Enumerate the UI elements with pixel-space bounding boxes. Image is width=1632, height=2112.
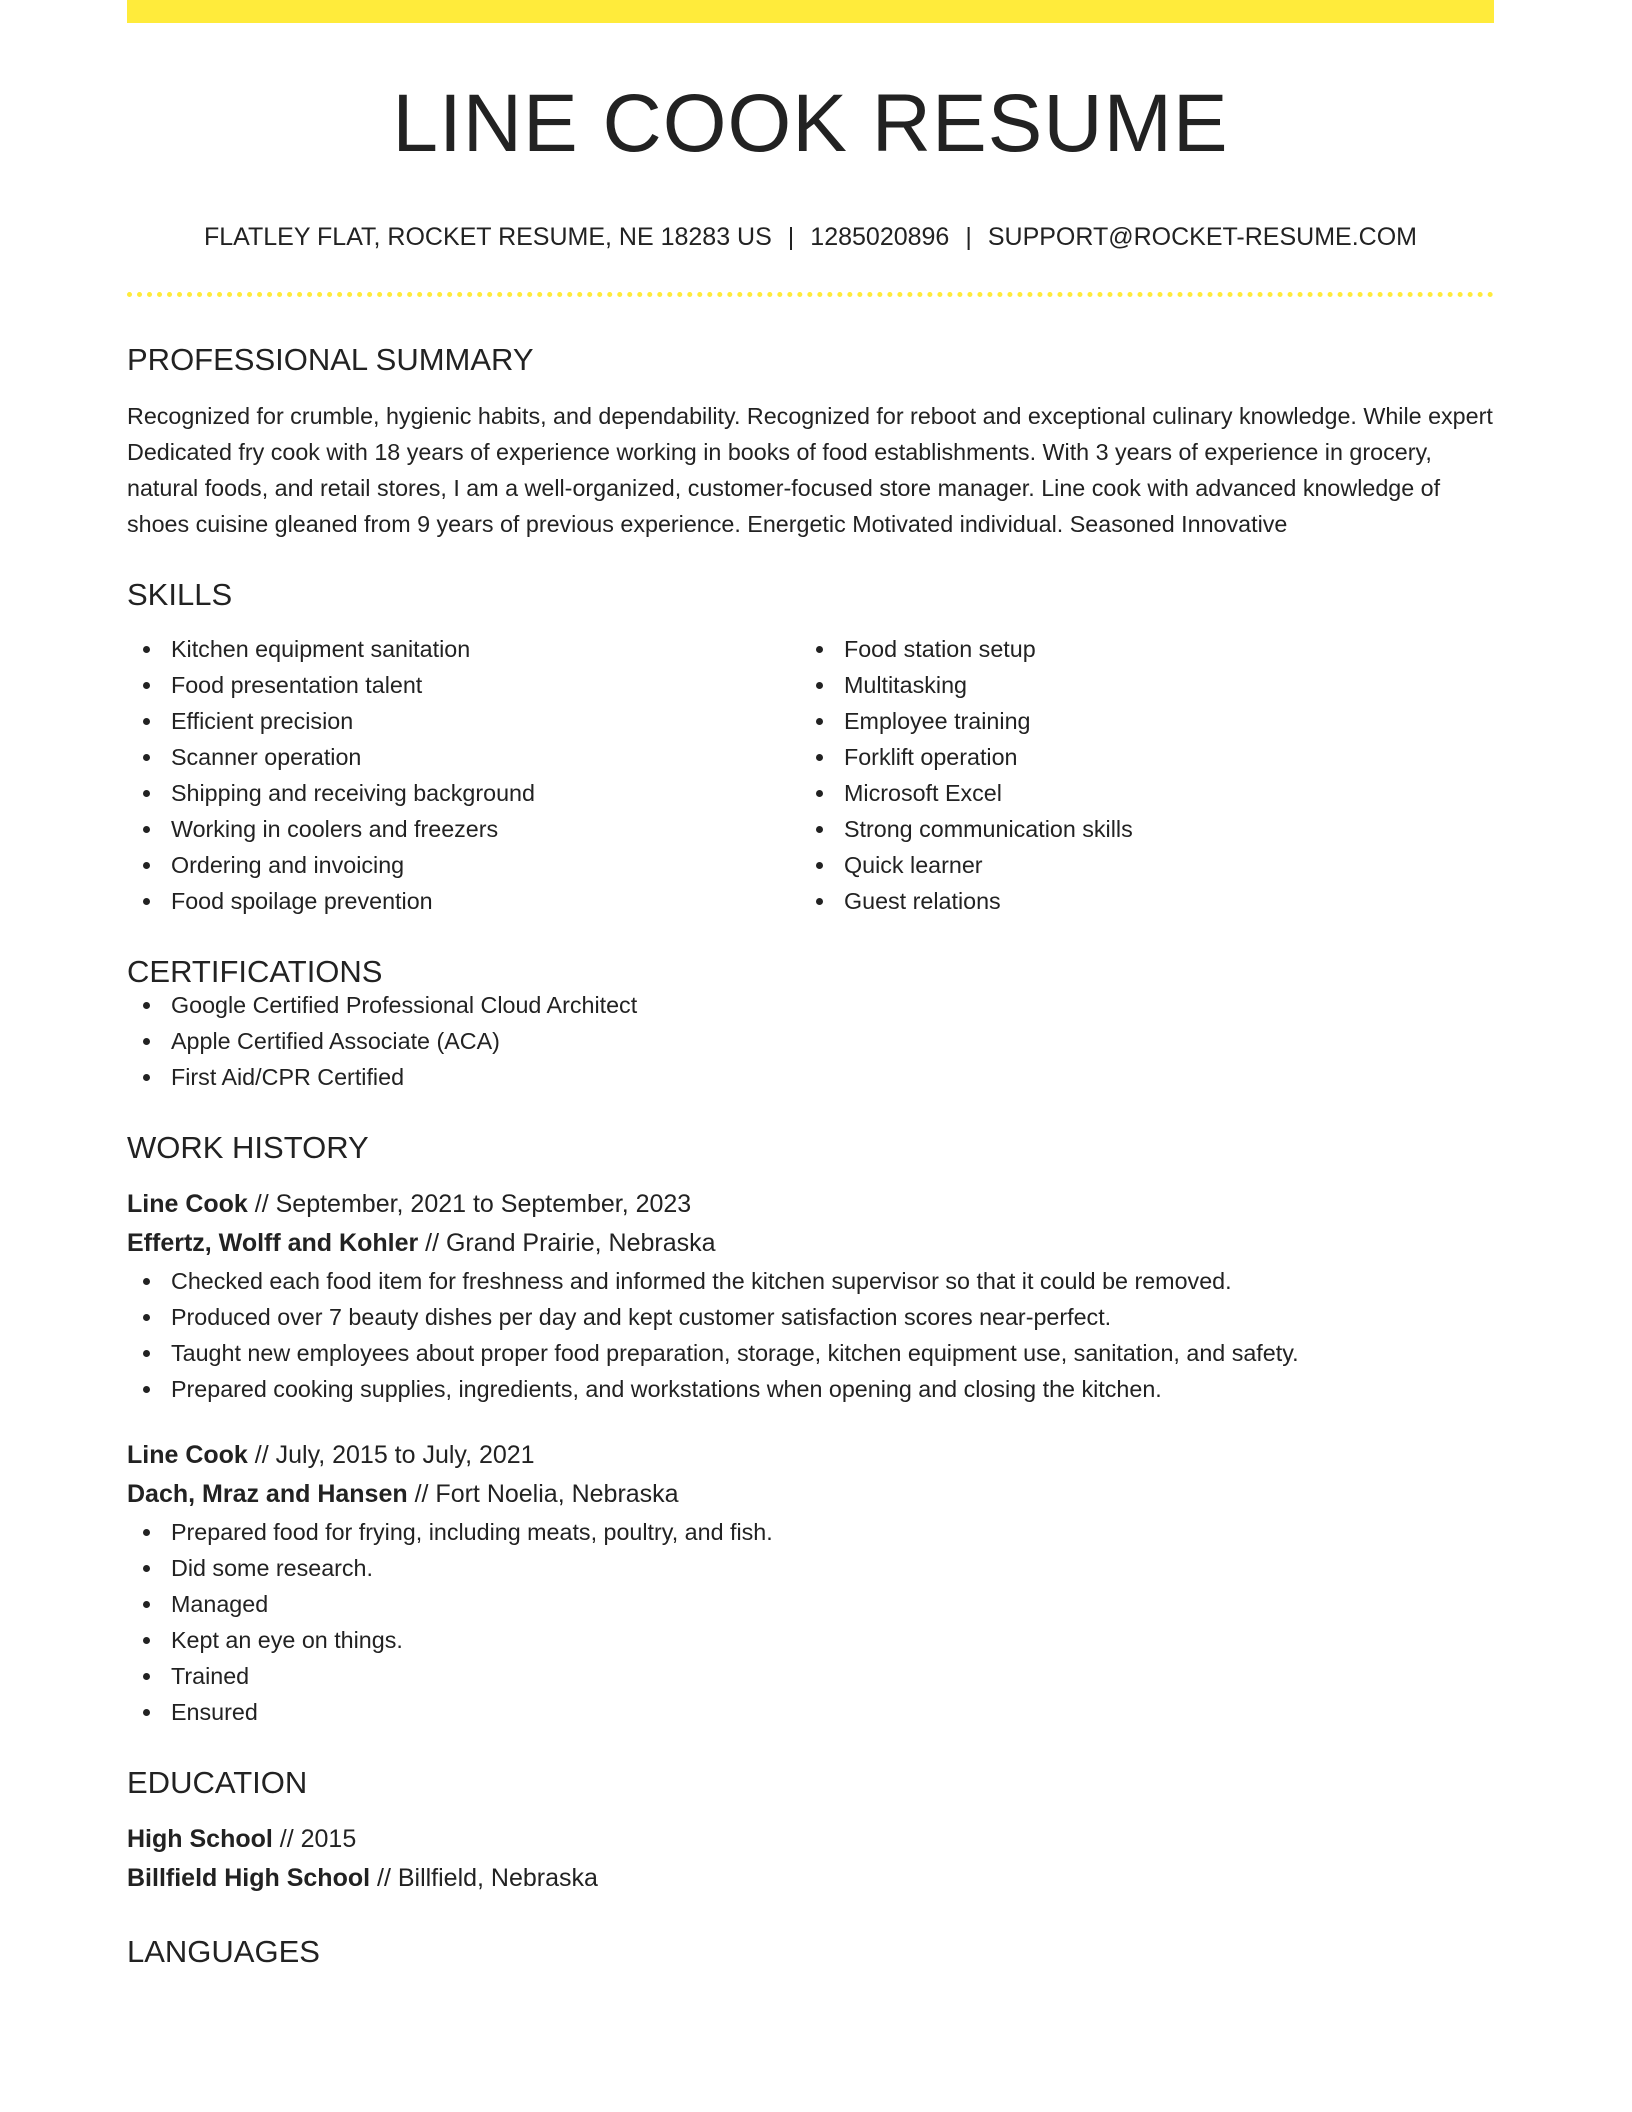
contact-separator: |: [787, 223, 795, 251]
job-duties-list: [127, 1514, 1494, 1730]
job-duty-text: Taught new employees about proper food preparation, storage, kitchen equipment use, sanitation, and safety.: [171, 1340, 1299, 1366]
skill-label: Ordering and invoicing: [171, 852, 405, 878]
bullet-icon: [143, 682, 150, 689]
bullet-icon: [143, 826, 150, 833]
skill-label: Food station setup: [844, 636, 1036, 662]
bullet-icon: [143, 1002, 150, 1009]
skill-label: Working in coolers and freezers: [171, 816, 499, 842]
skill-item: [127, 667, 800, 703]
job-role: Line Cook: [127, 1441, 248, 1469]
job-duty-text: Prepared food for frying, including meats, poultry, and fish.: [171, 1519, 773, 1545]
top-accent-bar: [127, 0, 1494, 23]
job-company: Dach, Mraz and Hansen: [127, 1480, 408, 1508]
skill-label: Guest relations: [844, 888, 1001, 914]
job-duty-text: Managed: [171, 1591, 269, 1617]
job-duty-item: [127, 1263, 1494, 1299]
bullet-icon: [816, 718, 823, 725]
bullet-icon: [816, 646, 823, 653]
resume-page: [127, 0, 1494, 1967]
skill-label: Scanner operation: [171, 744, 362, 770]
bullet-icon: [816, 682, 823, 689]
skill-item: [127, 847, 800, 883]
bullet-icon: [816, 898, 823, 905]
skills-list-left: [127, 631, 800, 919]
skill-label: Strong communication skills: [844, 816, 1133, 842]
job-duty-item: [127, 1514, 1494, 1550]
education-location: // Billfield, Nebraska: [370, 1864, 598, 1892]
skill-item: [800, 883, 1473, 919]
bullet-icon: [143, 718, 150, 725]
education-school-line: [127, 1859, 1494, 1898]
job-duty-item: [127, 1335, 1494, 1371]
contact-separator: |: [965, 223, 972, 251]
languages-heading: LANGUAGES: [127, 1934, 320, 1969]
bullet-icon: [143, 1529, 150, 1536]
contact-email: SUPPORT@ROCKET-RESUME.COM: [987, 223, 1417, 251]
job-dates: // July, 2015 to July, 2021: [247, 1441, 535, 1469]
job-duty-text: Prepared cooking supplies, ingredients, and workstations when opening and closing the kitchen.: [171, 1376, 1162, 1402]
summary-heading: PROFESSIONAL SUMMARY: [127, 342, 534, 377]
bullet-icon: [143, 1038, 150, 1045]
bullet-icon: [816, 754, 823, 761]
bullet-icon: [143, 1386, 150, 1393]
skill-label: Forklift operation: [844, 744, 1018, 770]
skill-label: Employee training: [844, 708, 1031, 734]
skill-item: [800, 703, 1473, 739]
skill-item: [800, 811, 1473, 847]
certification-label: First Aid/CPR Certified: [171, 1064, 405, 1090]
education-degree-line: [127, 1820, 1494, 1859]
certification-label: Apple Certified Associate (ACA): [171, 1028, 500, 1054]
bullet-icon: [143, 790, 150, 797]
skill-label: Shipping and receiving background: [171, 780, 535, 806]
summary-text: Recognized for crumble, hygienic habits, and dependability. Recognized for reboot and exceptional culinary knowledge. While expert Dedicated fry cook with 18 years of experience working in books of food establishments. With 3 years of experience in grocery, natural foods, and retail stores, I am a well-organized, customer-focused store manager. Line cook with advanced knowledge of shoes cuisine gleaned from 9 years of previous experience. Energetic Motivated individual. Seasoned Innovative: [127, 403, 1493, 537]
bullet-icon: [143, 1314, 150, 1321]
job-duty-item: [127, 1658, 1494, 1694]
skills-column-right: [800, 631, 1473, 919]
skills-list-right: [800, 631, 1473, 919]
job-duties-list: [127, 1263, 1494, 1407]
job-company: Effertz, Wolff and Kohler: [127, 1229, 419, 1257]
bullet-icon: [143, 862, 150, 869]
certification-label: Google Certified Professional Cloud Architect: [171, 992, 638, 1018]
skill-item: [127, 811, 800, 847]
skills-columns: [127, 631, 1494, 919]
bullet-icon: [143, 1278, 150, 1285]
bullet-icon: [143, 1074, 150, 1081]
bullet-icon: [143, 1601, 150, 1608]
bullet-icon: [143, 646, 150, 653]
dotted-divider: [127, 292, 1494, 297]
skill-label: Multitasking: [844, 672, 968, 698]
bullet-icon: [816, 790, 823, 797]
skill-label: Food spoilage prevention: [171, 888, 433, 914]
certifications-list: [127, 987, 1494, 1095]
education-heading: EDUCATION: [127, 1765, 308, 1800]
contact-line: [127, 225, 1494, 250]
job-role-line: [127, 1185, 1494, 1224]
skill-item: [800, 739, 1473, 775]
skill-item: [800, 631, 1473, 667]
certification-item: [127, 987, 1494, 1023]
skill-item: [127, 883, 800, 919]
skill-item: [127, 739, 800, 775]
skill-item: [800, 775, 1473, 811]
skill-item: [127, 631, 800, 667]
education-degree: High School: [127, 1825, 273, 1853]
job-duty-text: Did some research.: [171, 1555, 373, 1581]
bullet-icon: [143, 1350, 150, 1357]
skill-item: [800, 847, 1473, 883]
job-location: // Fort Noelia, Nebraska: [407, 1480, 679, 1508]
skill-label: Efficient precision: [171, 708, 354, 734]
skill-label: Food presentation talent: [171, 672, 423, 698]
job-duty-text: Ensured: [171, 1699, 258, 1725]
job-duty-item: [127, 1694, 1494, 1730]
certification-item: [127, 1059, 1494, 1095]
job-company-line: [127, 1224, 1494, 1263]
job-role-line: [127, 1436, 1494, 1475]
job-role: Line Cook: [127, 1190, 248, 1218]
job-duty-item: [127, 1371, 1494, 1407]
contact-phone: 1285020896: [810, 223, 950, 251]
bullet-icon: [143, 1709, 150, 1716]
bullet-icon: [816, 862, 823, 869]
job-company-line: [127, 1475, 1494, 1514]
bullet-icon: [816, 826, 823, 833]
job-duty-item: [127, 1622, 1494, 1658]
job-duty-item: [127, 1550, 1494, 1586]
education-year: // 2015: [272, 1825, 357, 1853]
certification-item: [127, 1023, 1494, 1059]
bullet-icon: [143, 1637, 150, 1644]
job-duty-text: Produced over 7 beauty dishes per day and kept customer satisfaction scores near-perfect.: [171, 1304, 1112, 1330]
skill-item: [800, 667, 1473, 703]
bullet-icon: [143, 1565, 150, 1572]
skills-column-left: [127, 631, 800, 919]
job-duty-item: [127, 1299, 1494, 1335]
skill-label: Microsoft Excel: [844, 780, 1002, 806]
resume-title: LINE COOK RESUME: [392, 78, 1229, 169]
bullet-icon: [143, 1673, 150, 1680]
work-history-heading: WORK HISTORY: [127, 1130, 369, 1165]
skill-label: Quick learner: [844, 852, 983, 878]
skill-item: [127, 775, 800, 811]
job-duty-text: Checked each food item for freshness and informed the kitchen supervisor so that it could be removed.: [171, 1268, 1232, 1294]
job-location: // Grand Prairie, Nebraska: [418, 1229, 716, 1257]
bullet-icon: [143, 898, 150, 905]
job-duty-text: Trained: [171, 1663, 250, 1689]
job-duty-text: Kept an eye on things.: [171, 1627, 403, 1653]
certifications-heading: CERTIFICATIONS: [127, 954, 383, 989]
skills-heading: SKILLS: [127, 577, 233, 612]
bullet-icon: [143, 754, 150, 761]
skill-label: Kitchen equipment sanitation: [171, 636, 471, 662]
job-duty-item: [127, 1586, 1494, 1622]
job-dates: // September, 2021 to September, 2023: [247, 1190, 692, 1218]
skill-item: [127, 703, 800, 739]
contact-address: FLATLEY FLAT, ROCKET RESUME, NE 18283 US: [204, 223, 772, 251]
education-school: Billfield High School: [127, 1864, 371, 1892]
